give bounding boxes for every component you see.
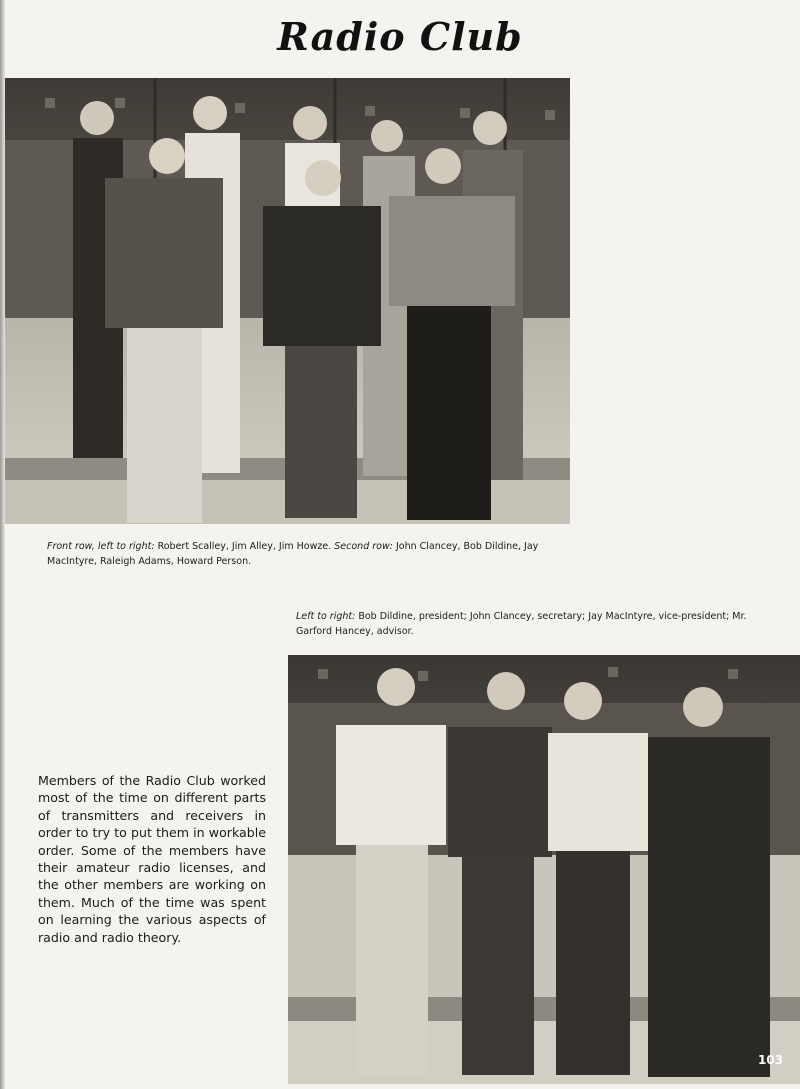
caption-second-label: Second row: [334, 541, 393, 552]
caption-second-names: John Clancey, Bob Dildine, Jay MacIntyre, Raleigh Adams, Howard Person. [47, 541, 539, 567]
club-description: Members of the Radio Club worked most of the time on different parts of transmitters and receivers in order to try to put them in workable order. Some of the members have their amateur radio licenses, and the other members are working on them. Much of the time was spent on learning the various aspects of radio and radio theory. [38, 773, 266, 945]
officers-photo [288, 655, 800, 1084]
officers-photo-caption [296, 609, 776, 639]
page-number: 103 [758, 1053, 784, 1067]
group-photo-caption [47, 539, 587, 569]
caption-officers-names: Bob Dildine, president; John Clancey, secretary; Jay MacIntyre, vice-president; Mr. Garford Hancey, advisor. [296, 611, 747, 637]
page-title: Radio Club [277, 14, 523, 59]
caption-officers-label: Left to right: [296, 611, 356, 622]
caption-front-names: Robert Scalley, Jim Alley, Jim Howze. [157, 541, 332, 552]
caption-front-label: Front row, left to right: [47, 541, 155, 552]
group-photo [5, 78, 570, 524]
